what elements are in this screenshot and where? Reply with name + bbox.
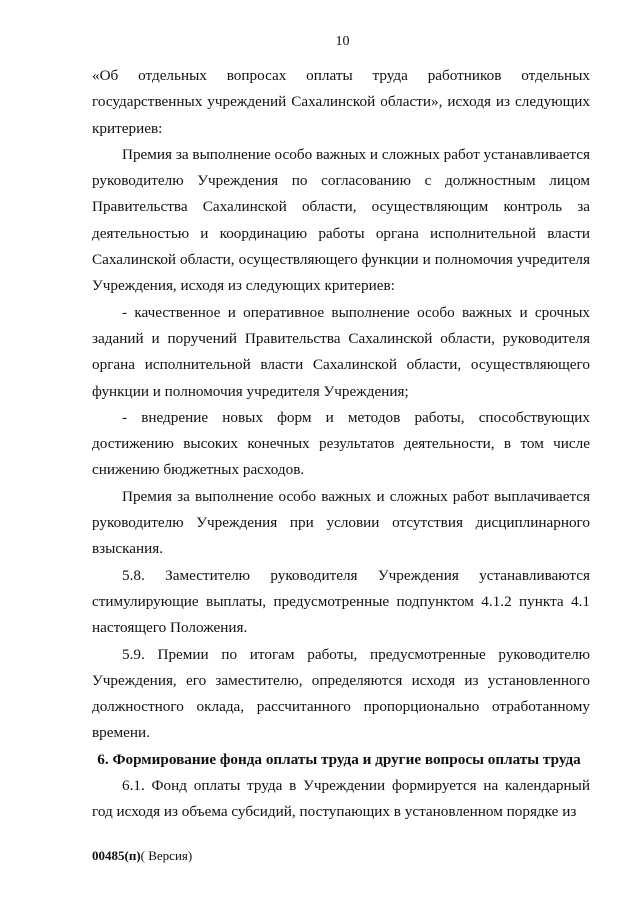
paragraph-criterion-1: - качественное и оперативное выполнение особо важных и срочных заданий и поручений Правительства Сахалинской области, руководителя органа исполнительной власти Сахалинской области, осуществляющего функции и полномочия учредителя Учреждения; [92, 303, 590, 400]
paragraph-criterion-2: - внедрение новых форм и методов работы, способствующих достижению высоких конечных результатов деятельности, в том числе снижению бюджетных расходов. [92, 408, 590, 479]
page-number: 10 [335, 34, 350, 49]
paragraph-5-8: 5.8. Заместителю руководителя Учреждения устанавливаются стимулирующие выплаты, предусмотренные подпунктом 4.1.2 пункта 4.1 настоящего Положения. [92, 566, 590, 637]
section-heading: 6. Формирование фонда оплаты труда и другие вопросы оплаты труда [97, 750, 581, 768]
paragraph-bonus-payment: Премия за выполнение особо важных и сложных работ выплачивается руководителю Учреждения при условии отсутствия дисциплинарного взыскания. [92, 487, 590, 558]
document-body [92, 63, 590, 826]
paragraph-6-1: 6.1. Фонд оплаты труда в Учреждении формируется на календарный год исходя из объема субсидий, поступающих в установленном порядке из [92, 777, 590, 821]
paragraph-criteria-intro: «Об отдельных вопросах оплаты труда работников отдельных государственных учреждений Сахалинской области», исходя из следующих критериев: [92, 67, 590, 137]
paragraph-5-9: 5.9. Премии по итогам работы, предусмотренные руководителю Учреждения, его заместителю, определяются исходя из установленного должностного оклада, рассчитанного пропорционально отработанному времени. [92, 645, 590, 742]
document-version: ( Версия) [140, 848, 193, 863]
document-code: 00485(п) [92, 848, 141, 863]
document-footer [92, 848, 192, 864]
paragraph-bonus-establishment: Премия за выполнение особо важных и сложных работ устанавливается руководителю Учреждения по согласованию с должностным лицом Правительства Сахалинской области, осуществляющим контроль за деятельностью и координацию работы органа исполнительной власти Сахалинской области, осуществляющего функции и полномочия учредителя Учреждения, исходя из следующих критериев: [92, 145, 590, 295]
